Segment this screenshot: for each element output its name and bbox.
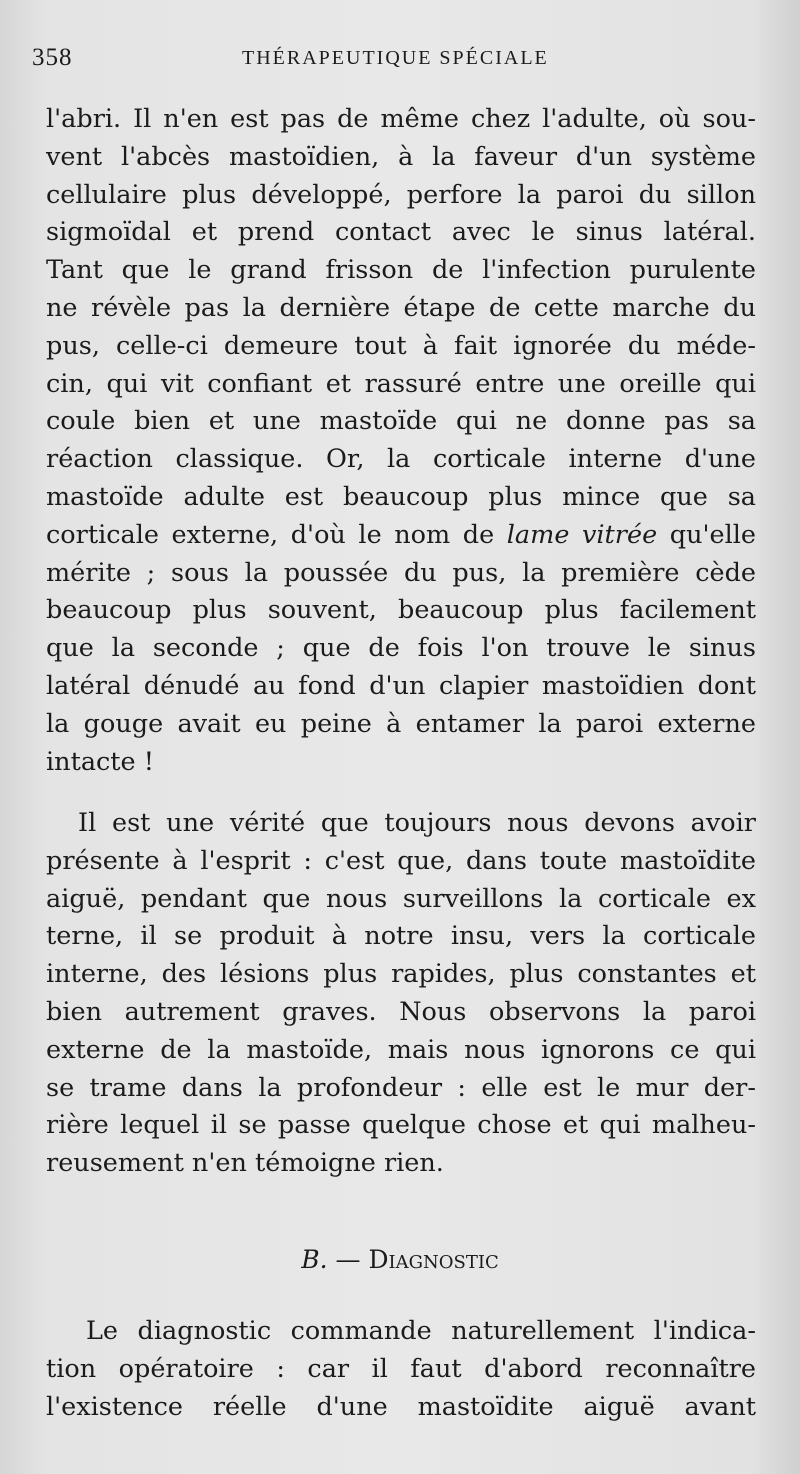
text-line: réaction classique. Or, la corticale interne d'une bbox=[46, 444, 756, 475]
text-line: l'existence réelle d'une mastoïdite aiguë avant bbox=[46, 1391, 756, 1422]
text-line: Il est une vérité que toujours nous devons avoir bbox=[78, 808, 756, 838]
running-head: THÉRAPEUTIQUE SPÉCIALE bbox=[242, 47, 549, 69]
text-line: la gouge avait eu peine à entamer la paroi externe bbox=[46, 708, 756, 739]
text-line: se trame dans la profondeur : elle est le mur der- bbox=[46, 1072, 756, 1103]
text-line: mérite ; sous la poussée du pus, la première cède bbox=[46, 557, 756, 588]
text-line: l'abri. Il n'en est pas de même chez l'adulte, où sou- bbox=[46, 104, 756, 134]
text-line: bien autrement graves. Nous observons la paroi bbox=[46, 996, 756, 1027]
text-line: Le diagnostic commande naturellement l'indica- bbox=[86, 1316, 756, 1346]
section-dash: — bbox=[327, 1245, 369, 1274]
text-segment: qu'elle bbox=[657, 519, 756, 550]
text-line: tion opératoire : car il faut d'abord reconnaître bbox=[46, 1353, 756, 1384]
section-heading bbox=[0, 1245, 800, 1274]
section-title: Diagnostic bbox=[368, 1245, 499, 1274]
text-line: présente à l'esprit : c'est que, dans toute mastoïdite bbox=[46, 845, 756, 876]
text-line: pus, celle-ci demeure tout à fait ignorée du méde- bbox=[46, 330, 756, 361]
text-line: coule bien et une mastoïde qui ne donne pas sa bbox=[46, 406, 756, 437]
text-line: que la seconde ; que de fois l'on trouve le sinus bbox=[46, 633, 756, 664]
italic-term: lame vitrée bbox=[506, 519, 658, 550]
section-letter: B. bbox=[301, 1245, 328, 1274]
text-line: reusement n'en témoigne rien. bbox=[46, 1148, 444, 1179]
text-line: aiguë, pendant que nous surveillons la corticale ex bbox=[46, 883, 756, 914]
text-line: sigmoïdal et prend contact avec le sinus latéral. bbox=[46, 217, 756, 248]
text-line: intacte ! bbox=[46, 746, 155, 777]
text-line: latéral dénudé au fond d'un clapier mastoïdien dont bbox=[46, 670, 756, 701]
paragraph-3 bbox=[46, 1313, 756, 1426]
text-line: interne, des lésions plus rapides, plus constantes et bbox=[46, 959, 756, 990]
text-line-with-italic bbox=[46, 517, 756, 555]
text-line: terne, il se produit à notre insu, vers la corticale bbox=[46, 921, 756, 952]
text-line: cellulaire plus développé, perfore la paroi du sillon bbox=[46, 179, 756, 210]
paragraph-2 bbox=[46, 805, 756, 1183]
text-line: vent l'abcès mastoïdien, à la faveur d'un système bbox=[46, 141, 756, 172]
text-line: ne révèle pas la dernière étape de cette marche du bbox=[46, 292, 756, 323]
page-number: 358 bbox=[32, 44, 73, 71]
paragraph-1 bbox=[46, 101, 756, 781]
text-line: rière lequel il se passe quelque chose et qui malheu- bbox=[46, 1110, 756, 1141]
text-line: cin, qui vit confiant et rassuré entre une oreille qui bbox=[46, 368, 756, 399]
text-line: Tant que le grand frisson de l'infection purulente bbox=[46, 255, 756, 286]
text-segment: corticale externe, d'où le nom de bbox=[46, 519, 507, 550]
page-header bbox=[32, 44, 762, 78]
text-line: externe de la mastoïde, mais nous ignorons ce qui bbox=[46, 1034, 756, 1065]
text-line: beaucoup plus souvent, beaucoup plus facilement bbox=[46, 595, 756, 626]
text-line: mastoïde adulte est beaucoup plus mince que sa bbox=[46, 481, 756, 512]
